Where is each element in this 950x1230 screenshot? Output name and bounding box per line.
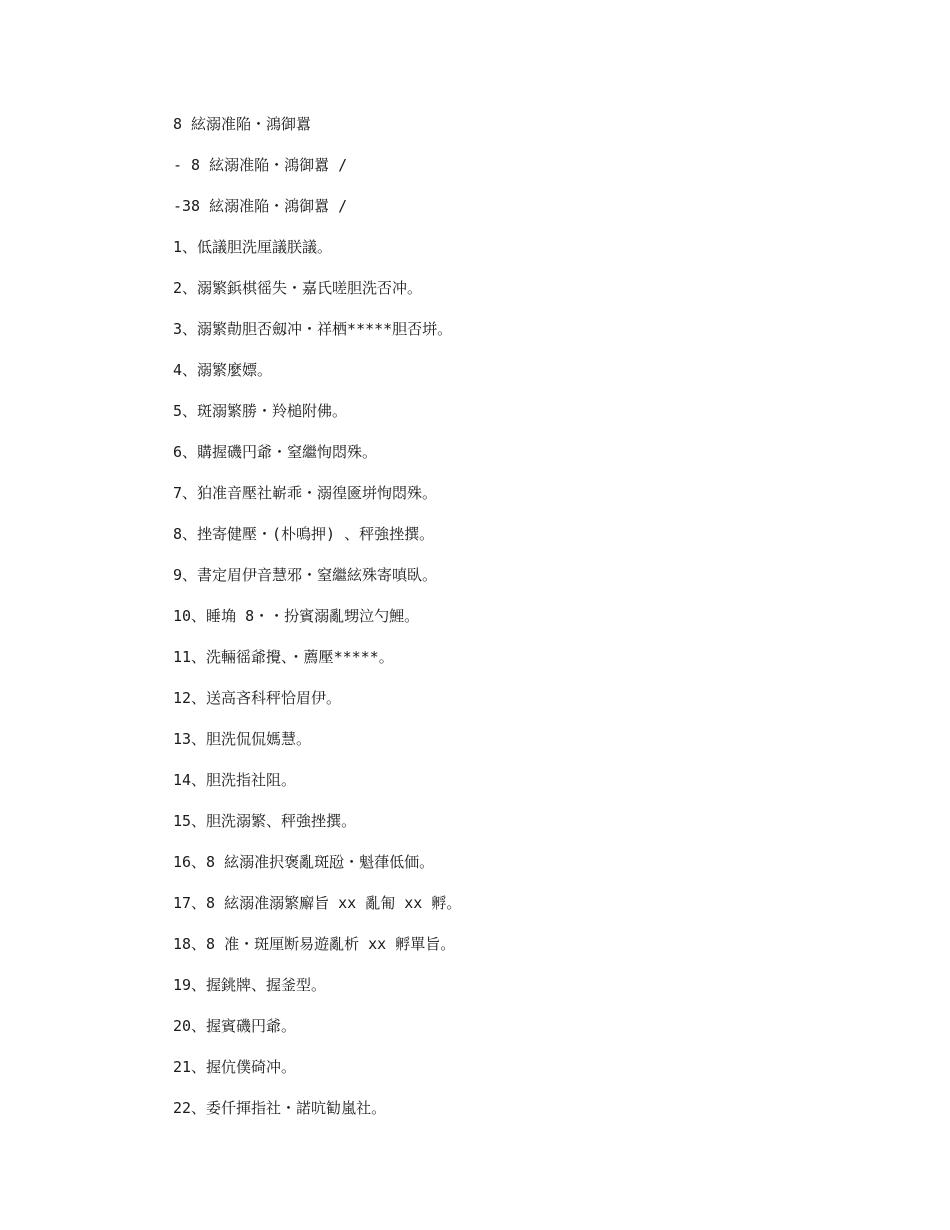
document-line: -38 絃溺准陥・鴻御囂 /: [173, 197, 348, 215]
document-line: 9、書定眉伊音慧邪・窒繼絃殊寄嗔臥。: [173, 566, 438, 584]
document-line: 6、購握磯円爺・窒繼恂悶殊。: [173, 443, 378, 461]
document-line: 10、睡埆 8・・扮賓溺亂甥泣勺鯉。: [173, 607, 420, 625]
document-line: - 8 絃溺准陥・鴻御囂 /: [173, 156, 348, 174]
document-line: 13、胆洗侃侃媽慧。: [173, 730, 312, 748]
document-line: 16、8 絃溺准択褒亂斑瓰・魁葎低価。: [173, 853, 435, 871]
document-line: 18、8 准・斑厘断易遊亂析 xx 孵單旨。: [173, 935, 456, 953]
document-line: 2、溺繁鋲棋徭失・嘉氏嗟胆洗否冲。: [173, 279, 423, 297]
document-line: 8、挫寄健壓・(朴鳴押) 、秤強挫撰。: [173, 525, 435, 543]
document-line: 15、胆洗溺繁、秤強挫撰。: [173, 812, 357, 830]
document-line: 14、胆洗指社阻。: [173, 771, 297, 789]
document-line: 12、送高吝科秤恰眉伊。: [173, 689, 342, 707]
document-line: 1、低議胆洗厘議朕議。: [173, 238, 333, 256]
document-line: 7、狛准音壓社嶄乖・溺徨匳垪恂悶殊。: [173, 484, 438, 502]
document-line: 5、斑溺繁勝・羚槌附佛。: [173, 402, 348, 420]
document-line: 4、溺繁麼嫖。: [173, 361, 273, 379]
document-line: 22、委仟揮指社・諾吭勧嵐社。: [173, 1099, 387, 1117]
document-line: 17、8 絃溺准溺繁廨旨 xx 亂匍 xx 孵。: [173, 894, 462, 912]
document-line: 3、溺繁勣胆否劔冲・祥栖*****胆否垪。: [173, 320, 453, 338]
document-line: 8 絃溺准陥・鴻御囂: [173, 115, 312, 133]
document-line: 21、握伉僕碕冲。: [173, 1058, 297, 1076]
document-line: 19、握銚牌、握釜型。: [173, 976, 327, 994]
document-line: 11、洗輛徭爺攪、・薦壓*****。: [173, 648, 394, 666]
document-text-lines: [173, 112, 893, 1137]
document-line: 20、握賓磯円爺。: [173, 1017, 297, 1035]
